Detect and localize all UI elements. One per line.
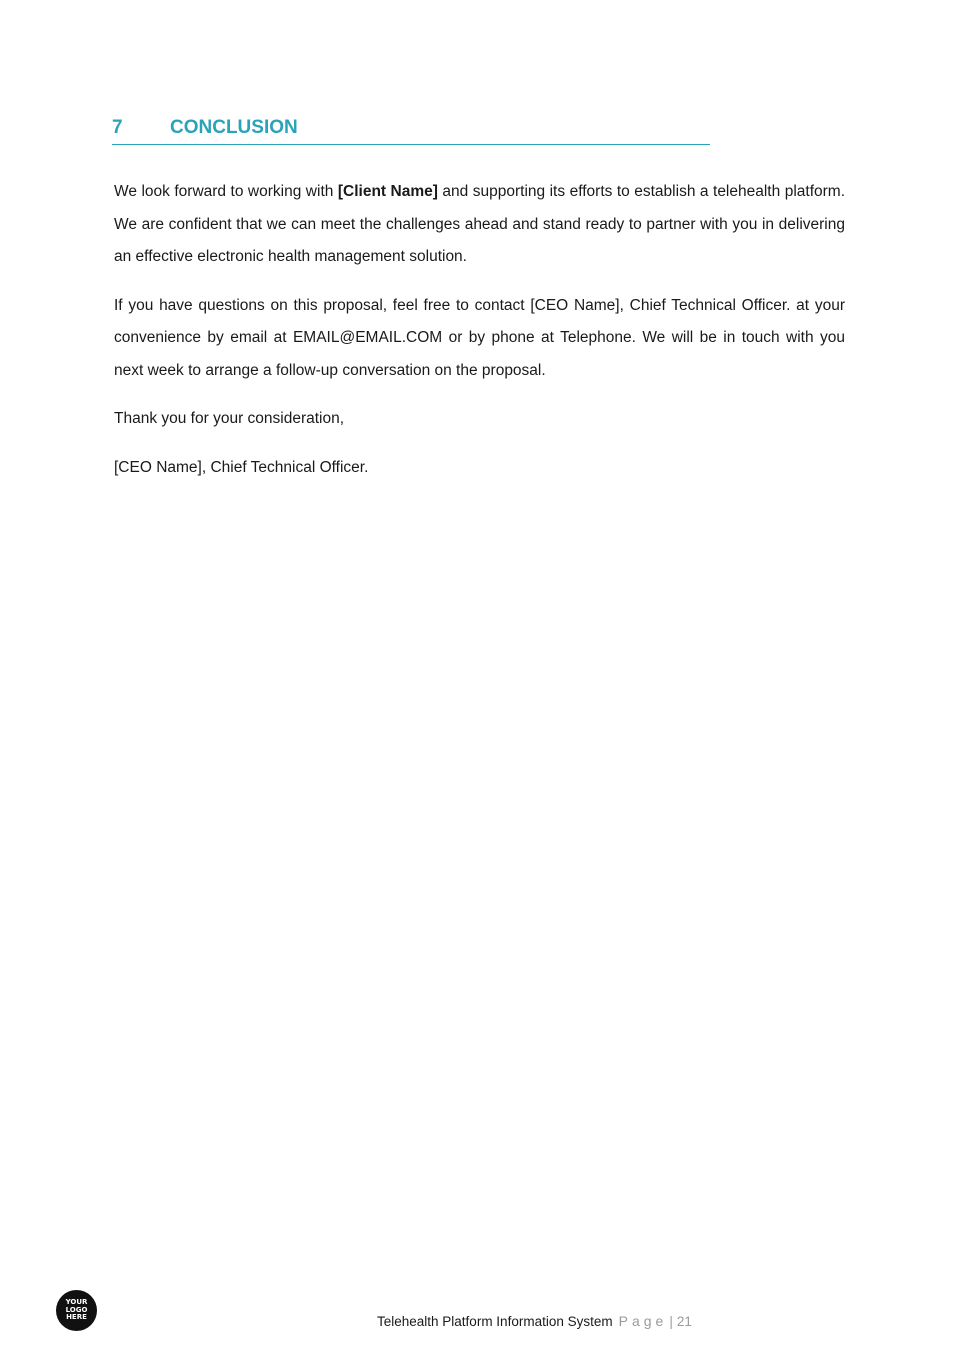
section-title: CONCLUSION [170,117,298,138]
paragraph-contact: If you have questions on this proposal, feel free to contact [CEO Name], Chief Technical Officer. at your convenience by email at EMAIL@EMAIL.COM or by phone at Telephone. We will be in touch with you next week to arrange a follow-up conversation on the proposal. [114,296,845,379]
section-heading [112,114,710,145]
logo-badge [56,1290,97,1331]
footer-document-title: Telehealth Platform Information System [377,1314,613,1329]
paragraph-intro-text-start: We look forward to working with [114,183,338,200]
footer-page-number: 21 [676,1314,692,1329]
logo-text: YOUR LOGO HERE [65,1298,88,1322]
paragraph-intro [114,176,845,274]
page-footer [377,1311,692,1332]
signature-line: [CEO Name], Chief Technical Officer. [114,458,369,476]
paragraph-intro-text-end: and supporting its efforts to establish a telehealth platform. We are confident that we can meet the challenges ahead and stand ready to partner with you in delivering an effective electronic health management solution. [114,183,846,265]
section-number: 7 [112,117,123,138]
footer-page-label: Page [618,1313,668,1329]
body-content [114,176,845,500]
client-name-placeholder: [Client Name] [337,183,438,200]
paragraph-thanks: Thank you for your consideration, [114,410,345,427]
footer-separator: | [669,1314,673,1329]
